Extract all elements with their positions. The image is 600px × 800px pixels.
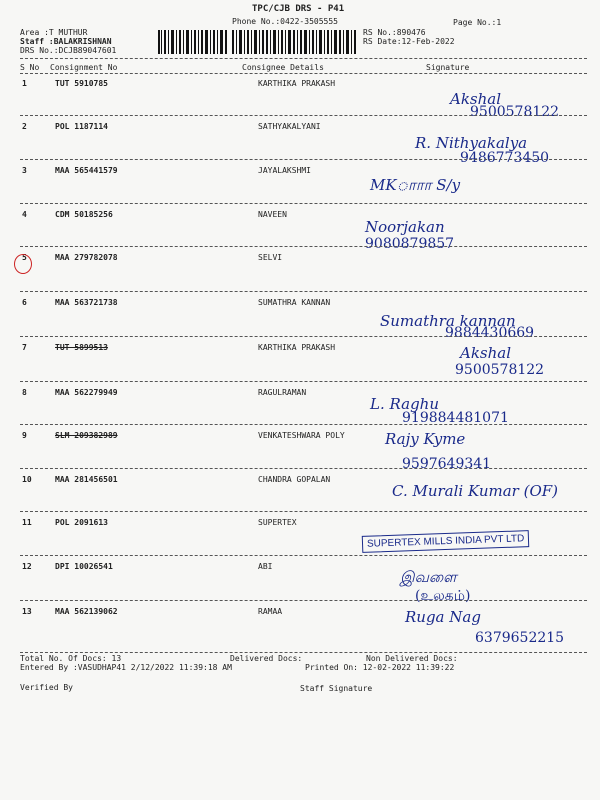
- row-sno: 5: [22, 253, 27, 262]
- row-cn: MAA 279782078: [55, 253, 118, 262]
- row-cn: SLM 209382989: [55, 431, 118, 440]
- col-consignment: Consignment No: [50, 63, 118, 72]
- entered-by: Entered By :VASUDHAP41 2/12/2022 11:39:18 AM: [20, 663, 232, 672]
- row-signature: Akshal: [460, 344, 512, 362]
- staff-signature: Staff Signature: [300, 684, 373, 693]
- row-sno: 10: [22, 475, 32, 484]
- printed-on: Printed On: 12-02-2022 11:39:22: [305, 663, 455, 672]
- row-name: NAVEEN: [258, 210, 287, 219]
- non-delivered-docs: Non Delivered Docs:: [366, 654, 458, 663]
- row-name: SUPERTEX: [258, 518, 297, 527]
- row-signature-phone: 9597649341: [402, 456, 492, 472]
- row-signature-phone: 6379652215: [475, 630, 565, 646]
- row-divider: [20, 424, 587, 425]
- row-cn: MAA 563721738: [55, 298, 118, 307]
- row-name: ABI: [258, 562, 273, 571]
- row-name: KARTHIKA PRAKASH: [258, 343, 336, 352]
- total-docs: Total No. Of Docs: 13: [20, 654, 122, 663]
- row-sno: 4: [22, 210, 27, 219]
- row-cn: POL 1187114: [55, 122, 108, 131]
- row-divider: [20, 115, 587, 116]
- row-signature-phone: 9486773450: [460, 150, 550, 166]
- row-signature-phone: 9884430669: [445, 325, 535, 341]
- row-cn: TUT 5910785: [55, 79, 108, 88]
- col-sno: S No: [20, 63, 40, 72]
- row-divider: [20, 159, 587, 160]
- row-sno: 2: [22, 122, 27, 131]
- barcode-left-icon: [158, 30, 228, 54]
- row-signature-phone: (உலகம்): [415, 588, 471, 604]
- row-cn: TUT 5899513: [55, 343, 108, 352]
- row-name: SELVI: [258, 253, 283, 262]
- row-name: SATHYAKALYANI: [258, 122, 321, 131]
- staff-label: Staff :BALAKRISHNAN: [20, 37, 112, 46]
- row-signature: L. Raghu: [370, 395, 440, 413]
- row-name: SUMATHRA KANNAN: [258, 298, 331, 307]
- row-divider: [20, 291, 587, 292]
- col-consignee: Consignee Details: [242, 63, 324, 72]
- col-signature: Signature: [426, 63, 470, 72]
- row-divider: [20, 511, 587, 512]
- row-cn: CDM 50185256: [55, 210, 113, 219]
- row-cn: MAA 281456501: [55, 475, 118, 484]
- company-stamp: SUPERTEX MILLS INDIA PVT LTD: [362, 530, 530, 553]
- footer-divider: [20, 652, 587, 653]
- row-signature: R. Nithyakalya: [415, 134, 528, 152]
- row-signature-phone: 9500578122: [455, 362, 545, 378]
- row-cn: MAA 562279949: [55, 388, 118, 397]
- row-divider: [20, 336, 587, 337]
- barcode-main-icon: [232, 30, 357, 54]
- row-divider: [20, 600, 587, 601]
- row-sno: 13: [22, 607, 32, 616]
- row-signature: இவளை: [400, 568, 457, 586]
- row-divider: [20, 203, 587, 204]
- row-name: VENKATESHWARA POLY: [258, 431, 345, 440]
- verified-by: Verified By: [20, 683, 73, 692]
- row-cn: POL 2091613: [55, 518, 108, 527]
- row-signature-phone: 919884481071: [402, 410, 509, 426]
- row-signature-phone: 9080879857: [365, 236, 455, 252]
- delivered-docs: Delivered Docs:: [230, 654, 303, 663]
- row5-circle-mark: [14, 254, 32, 274]
- row-name: JAYALAKSHMI: [258, 166, 311, 175]
- row-divider: [20, 246, 587, 247]
- row-cn: MAA 562139062: [55, 607, 118, 616]
- row-sno: 1: [22, 79, 27, 88]
- area-label: Area :T MUTHUR: [20, 28, 88, 37]
- row-cn: DPI 10026541: [55, 562, 113, 571]
- row-signature: Rajy Kyme: [385, 430, 466, 448]
- row-sno: 8: [22, 388, 27, 397]
- drs-number: DRS No.:DCJB89047601: [20, 46, 117, 55]
- phone-number: Phone No.:0422-3505555: [232, 17, 338, 26]
- row-signature: Ruga Nag: [405, 608, 481, 626]
- row-cn: MAA 565441579: [55, 166, 118, 175]
- header-divider-bottom: [20, 73, 587, 74]
- row-divider: [20, 468, 587, 469]
- row-signature: MKாாா S/y: [370, 176, 461, 194]
- row-signature: Noorjakan: [365, 218, 445, 236]
- row-sno: 12: [22, 562, 32, 571]
- row-sno: 11: [22, 518, 32, 527]
- row-sno: 3: [22, 166, 27, 175]
- row-signature: Sumathra kannan: [380, 312, 516, 330]
- row-name: KARTHIKA PRAKASH: [258, 79, 336, 88]
- row-sno: 7: [22, 343, 27, 352]
- row-name: RAGULRAMAN: [258, 388, 307, 397]
- page-number: Page No.:1: [453, 18, 502, 27]
- header-divider-top: [20, 58, 587, 59]
- row-signature-phone: 9500578122: [470, 104, 560, 120]
- rs-date: RS Date:12-Feb-2022: [363, 37, 455, 46]
- row-signature: C. Murali Kumar (OF): [392, 482, 559, 500]
- row-divider: [20, 555, 587, 556]
- row-name: CHANDRA GOPALAN: [258, 475, 331, 484]
- row-sno: 9: [22, 431, 27, 440]
- document-title: TPC/CJB DRS - P41: [252, 4, 345, 14]
- rs-number: RS No.:890476: [363, 28, 426, 37]
- row-signature: Akshal: [450, 90, 502, 108]
- row-name: RAMAA: [258, 607, 283, 616]
- row-divider: [20, 381, 587, 382]
- row-sno: 6: [22, 298, 27, 307]
